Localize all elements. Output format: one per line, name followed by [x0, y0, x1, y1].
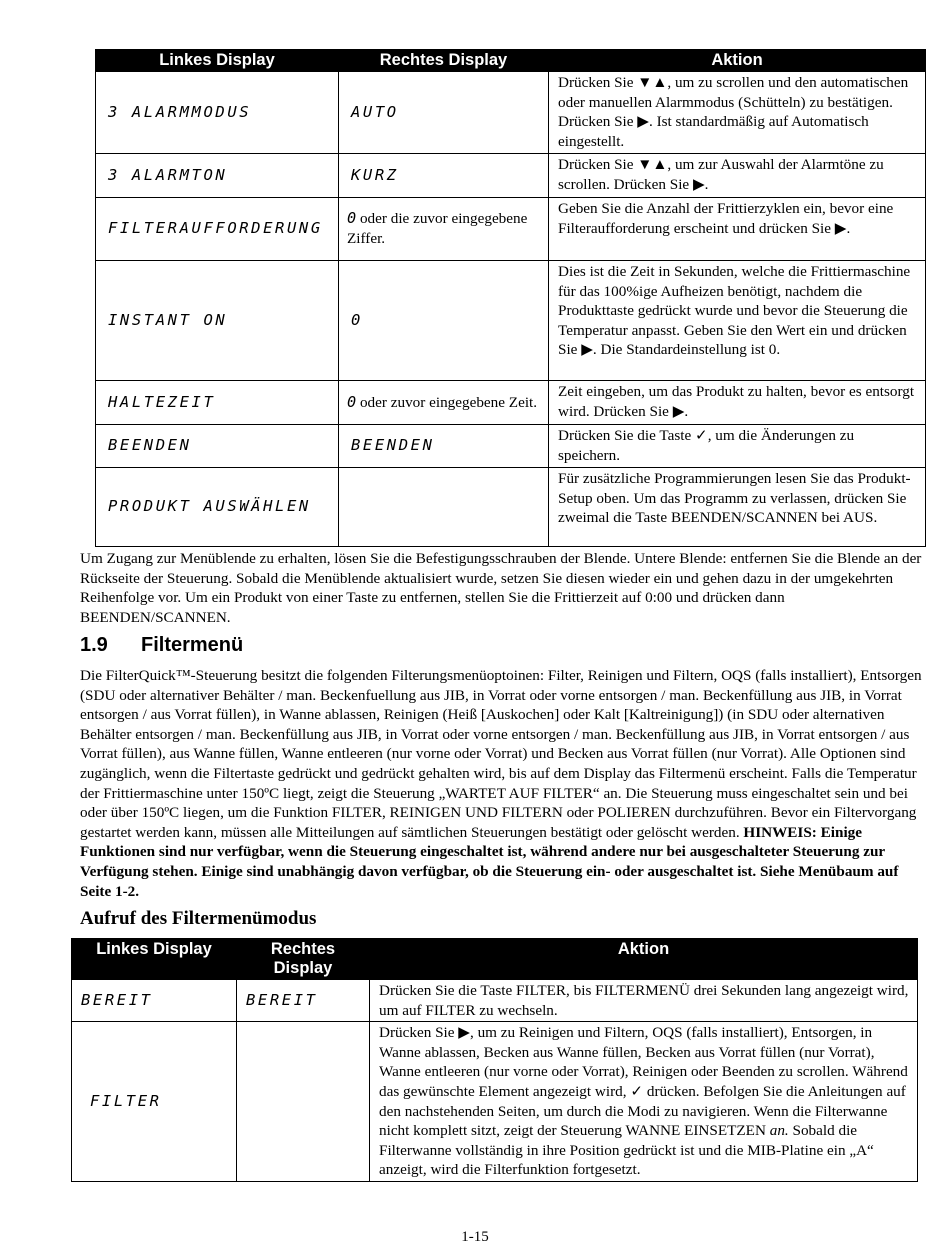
- table-row: [72, 1022, 918, 1182]
- left-display-cell: BEREIT: [72, 980, 237, 1022]
- right-display-cell: KURZ: [339, 154, 549, 198]
- action-cell: [370, 1022, 918, 1182]
- right-display-cell: 0: [339, 261, 549, 381]
- left-display-cell: BEENDEN: [96, 425, 339, 468]
- column-header-action: Aktion: [370, 939, 918, 980]
- section-number: 1.9: [80, 634, 108, 656]
- action-text: Drücken Sie ▶, um zu Reinigen und Filtern, OQS (falls installiert), Entsorgen, in Wanne ablassen, Becken aus Wanne füllen, Becken aus Vorrat füllen (nur Vorrat), Wanne entleeren (nur vorne oder Vorrat), Reinigen oder Beenden zu scrollen. Während das gewünschte Element angezeigt wird, ✓ drücken. Befolgen Sie die Anleitungen auf den nachstehenden Seiten, um durch die Modi zu navigieren. Wenn die Filterwanne nicht komplett sitzt, zeigt der Steuerung WANNE EINSETZEN: [379, 1024, 908, 1140]
- table-row: [96, 261, 926, 381]
- left-display-cell: PRODUKT AUSWÄHLEN: [96, 468, 339, 547]
- column-header-right-display: Rechtes Display: [237, 939, 370, 980]
- filter-menu-paragraph: [80, 666, 925, 901]
- right-display-cell: [237, 1022, 370, 1182]
- page-number: 1-15: [461, 1229, 489, 1245]
- column-header-left-display: Linkes Display: [96, 50, 339, 72]
- column-header-left-display: Linkes Display: [72, 939, 237, 980]
- table-row: [72, 980, 918, 1022]
- right-display-cell: [339, 468, 549, 547]
- table-row: [96, 72, 926, 154]
- settings-table: [95, 49, 926, 547]
- left-display-cell: FILTERAUFFORDERUNG: [96, 198, 339, 261]
- action-text-end: Sobald die Filterwanne vollständig in ihre Position gedrückt ist und die MIB-Platine ein „A“ anzeigt, wird die Filterfunktion fortgesetzt.: [379, 1122, 874, 1179]
- table-header-row: [96, 50, 926, 72]
- right-display-cell: BEREIT: [237, 980, 370, 1022]
- right-display-cell: [339, 198, 549, 261]
- left-display-cell: 3 ALARMMODUS: [96, 72, 339, 154]
- menu-panel-paragraph: Um Zugang zur Menüblende zu erhalten, lösen Sie die Befestigungsschrauben der Blende. Untere Blende: entfernen Sie die Blende an der Rückseite der Steuerung. Sobald die Menüblende aktualisiert wurde, setzen Sie diesen wieder ein und gehen dazu in der umgekehrten Reihenfolge vor. Um ein Produkt von einer Taste zu entfernen, stellen Sie die Frittierzeit auf 0:00 und drücken dann BEENDEN/SCANNEN.: [80, 550, 922, 626]
- right-display-cell: AUTO: [339, 72, 549, 154]
- left-display-cell: HALTEZEIT: [96, 381, 339, 425]
- left-display-cell: 3 ALARMTON: [96, 154, 339, 198]
- right-display-text: oder die zuvor eingegebene Ziffer.: [347, 210, 528, 247]
- action-cell: Drücken Sie die Taste ✓, um die Änderungen zu speichern.: [549, 425, 926, 468]
- action-cell: Drücken Sie ▼▲, um zur Auswahl der Alarmtöne zu scrollen. Drücken Sie ▶.: [549, 154, 926, 198]
- filter-mode-table: [71, 938, 918, 1182]
- section-heading: [80, 634, 243, 657]
- action-cell: Geben Sie die Anzahl der Frittierzyklen ein, bevor eine Filteraufforderung erscheint und drücken Sie ▶.: [549, 198, 926, 261]
- filter-menu-text: Die FilterQuick™-Steuerung besitzt die folgenden Filterungsmenüoptoinen: Filter, Reinigen und Filtern, OQS (falls installiert), Entsorgen (SDU oder alternativer Behälter / man. Beckenfuellung aus JIB, in Vorrat oder vorne entsorgen / man. Beckenfüllung aus JIB, in Vorrat entsorgen / aus Vorrat füllen), in Wanne ablassen, Reinigen (Heiß [Auskochen] oder Kalt [Kaltreinigung]) (in SDU oder alternativen Behälter entsorgen / man. Beckenfüllung aus JIB, in Vorrat oder vorne entsorgen / man. Beckenfüllung aus JIB, in Vorrat entsorgen / aus Vorrat füllen), aus Wanne füllen, Wanne entleeren (nur vorne oder Vorrat) und Becken aus Vorrat füllen (nur Vorrat). Alle Optionen sind zugänglich, wenn die Filtertaste gedrückt und gedrückt gehalten wird, bis auf dem Display das Filtermenü erscheint. Falls die Temperatur der Frittiermaschine unter 150ºC liegt, zeigt die Steuerung „WARTET AUF FILTER“ an. Die Steuerung muss eingeschaltet sein und bei oder über 150ºC liegen, um die Funktion FILTER, REINIGEN UND FILTERN oder POLIEREN durchzuführen. Bevor ein Filtervorgang gestartet werden kann, müssen alle Mitteilungen auf sämtlichen Steuerungen bestätigt oder gelöscht werden.: [80, 667, 922, 841]
- action-text-italic: an.: [769, 1122, 789, 1140]
- table-row: [96, 381, 926, 425]
- action-cell: Zeit eingeben, um das Produkt zu halten, bevor es entsorgt wird. Drücken Sie ▶.: [549, 381, 926, 425]
- left-display-cell: INSTANT ON: [96, 261, 339, 381]
- column-header-action: Aktion: [549, 50, 926, 72]
- action-cell: Dies ist die Zeit in Sekunden, welche die Frittiermaschine für das 100%ige Aufheizen benötigt, nachdem die Produkttaste gedrückt wurde und bevor die Steuerung die Temperatur anpasst. Geben Sie den Wert ein und drücken Sie ▶. Die Standardeinstellung ist 0.: [549, 261, 926, 381]
- right-display-code: 0: [347, 209, 357, 228]
- right-display-cell: BEENDEN: [339, 425, 549, 468]
- right-display-code: 0: [347, 392, 357, 411]
- section-title: Filtermenü: [141, 634, 244, 656]
- subheading: Aufruf des Filtermenümodus: [80, 908, 317, 929]
- action-cell: Für zusätzliche Programmierungen lesen Sie das Produkt-Setup oben. Um das Programm zu verlassen, drücken Sie zweimal die Taste BEENDEN/SCANNEN bei AUS.: [549, 468, 926, 547]
- table-row: [96, 154, 926, 198]
- right-display-text: oder zuvor eingegebene Zeit.: [356, 393, 538, 411]
- table-row: [96, 468, 926, 547]
- table-header-row: [72, 939, 918, 980]
- table-row: [96, 425, 926, 468]
- action-cell: Drücken Sie die Taste FILTER, bis FILTERMENÜ drei Sekunden lang angezeigt wird, um auf FILTER zu wechseln.: [370, 980, 918, 1022]
- right-display-cell: [339, 381, 549, 425]
- left-display-cell: FILTER: [72, 1022, 237, 1182]
- filter-menu-note: HINWEIS: Einige Funktionen sind nur verfügbar, wenn die Steuerung eingeschaltet ist, während andere nur bei ausgeschalteter Steuerung zur Verfügung stehen. Einige sind unabhängig davon verfügbar, ob die Steuerung ein- oder ausgeschaltet ist. Siehe Menübaum auf Seite 1-2.: [80, 823, 899, 900]
- column-header-right-display: Rechtes Display: [339, 50, 549, 72]
- action-cell: Drücken Sie ▼▲, um zu scrollen und den automatischen oder manuellen Alarmmodus (Schütteln) zu bestätigen. Drücken Sie ▶. Ist standardmäßig auf Automatisch eingestellt.: [549, 72, 926, 154]
- table-row: [96, 198, 926, 261]
